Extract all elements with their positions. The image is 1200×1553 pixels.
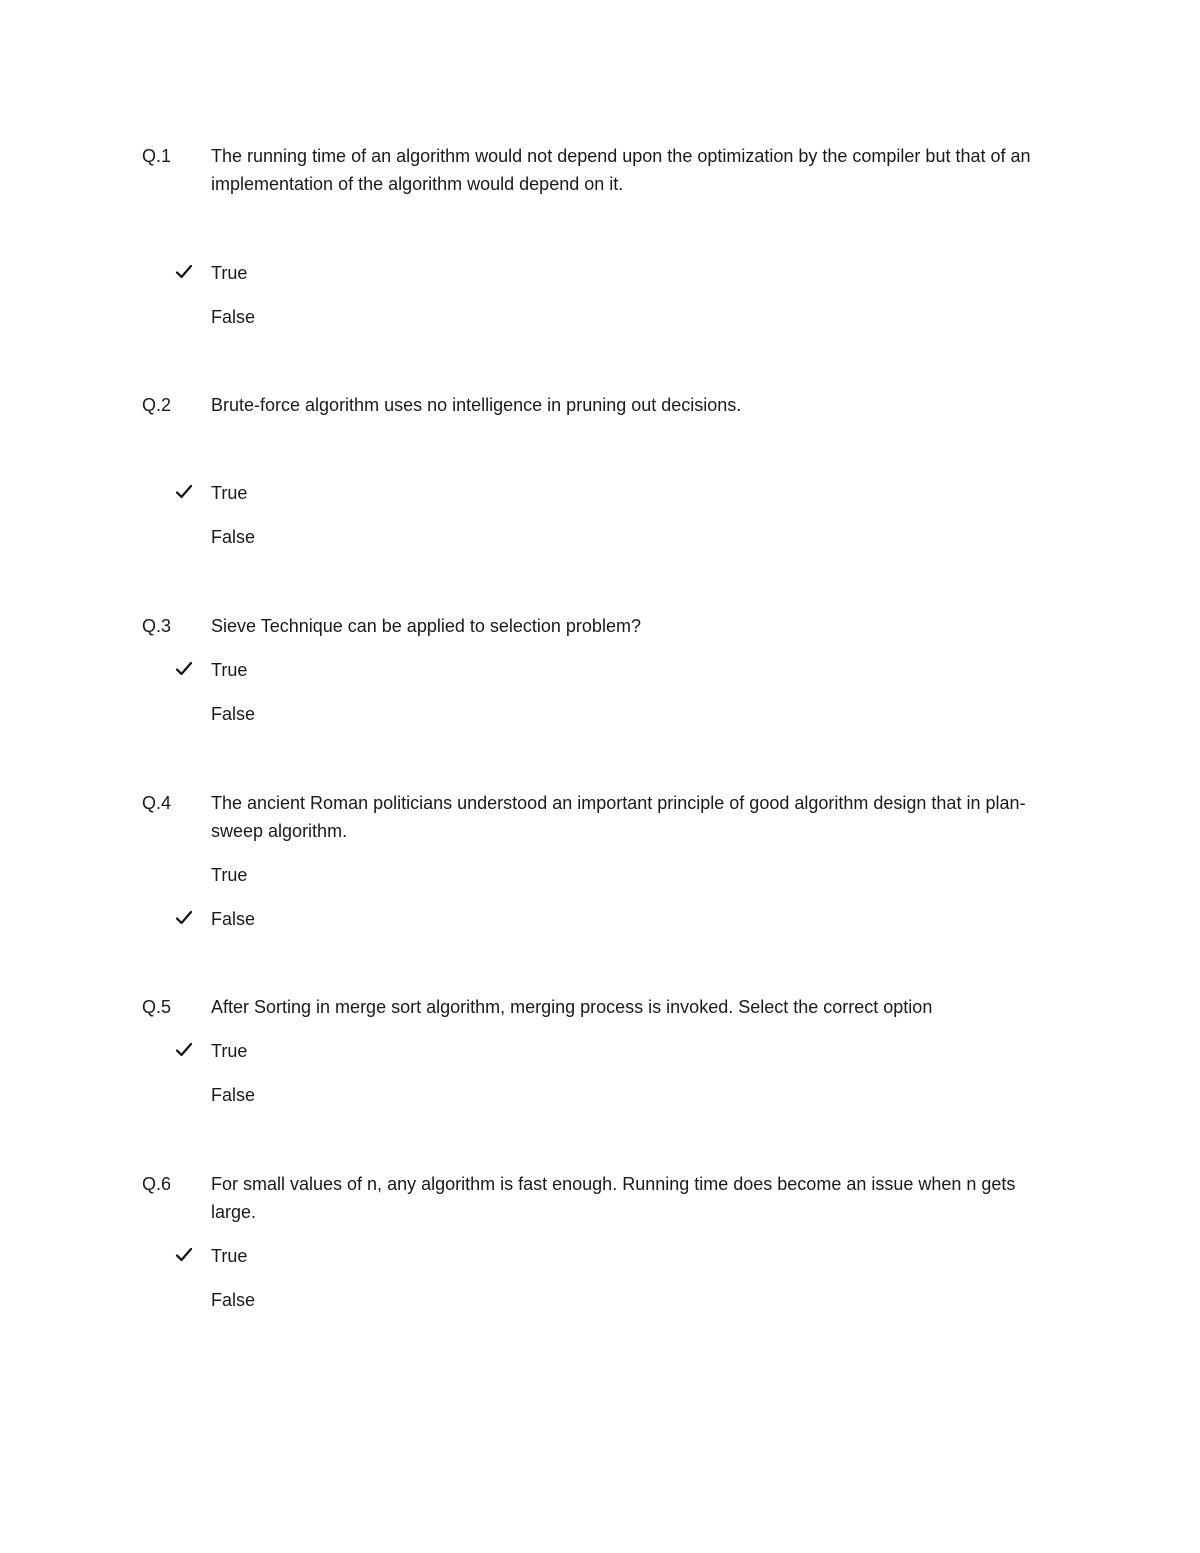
option-label: False: [211, 1085, 256, 1105]
question-text: Brute-force algorithm uses no intelligence in pruning out decisions.: [211, 395, 742, 415]
question-number: Q.4: [142, 793, 172, 813]
option-label: True: [211, 1041, 248, 1061]
option-label: False: [211, 909, 256, 929]
option-label: True: [211, 483, 248, 503]
question-number: Q.6: [142, 1174, 172, 1194]
option-true[interactable]: [0, 1242, 1200, 1270]
checkmark-icon: [175, 909, 193, 927]
option-label: True: [211, 865, 248, 885]
option-true[interactable]: [0, 479, 1200, 507]
question-number: Q.3: [142, 616, 172, 636]
question-number: Q.5: [142, 997, 172, 1017]
option-false[interactable]: [0, 1286, 1200, 1314]
option-false[interactable]: [0, 905, 1200, 933]
question-text: After Sorting in merge sort algorithm, merging process is invoked. Select the correct option: [211, 997, 933, 1017]
question-number: Q.2: [142, 395, 172, 415]
checkmark-icon: [175, 263, 193, 281]
checkmark-icon: [175, 1246, 193, 1264]
option-false[interactable]: [0, 1081, 1200, 1109]
checkmark-icon: [175, 483, 193, 501]
option-true[interactable]: [0, 259, 1200, 287]
option-label: False: [211, 307, 256, 327]
question-text: Sieve Technique can be applied to selection problem?: [211, 616, 641, 636]
option-label: False: [211, 527, 256, 547]
option-label: True: [211, 1246, 248, 1266]
question-text: For small values of n, any algorithm is fast enough. Running time does become an issue when n gets large.: [211, 1174, 1016, 1222]
option-label: True: [211, 263, 248, 283]
option-label: True: [211, 660, 248, 680]
question-number: Q.1: [142, 146, 172, 166]
option-label: False: [211, 1290, 256, 1310]
question-text: The running time of an algorithm would not depend upon the optimization by the compiler but that of an implementation of the algorithm would depend on it.: [211, 146, 1031, 194]
checkmark-icon: [175, 660, 193, 678]
checkmark-icon: [175, 1041, 193, 1059]
question-text: The ancient Roman politicians understood an important principle of good algorithm design that in plan-sweep algorithm.: [211, 793, 1026, 841]
option-label: False: [211, 704, 256, 724]
option-true[interactable]: [0, 1037, 1200, 1065]
option-true[interactable]: [0, 656, 1200, 684]
option-false[interactable]: [0, 700, 1200, 728]
option-true[interactable]: [0, 861, 1200, 889]
option-false[interactable]: [0, 303, 1200, 331]
option-false[interactable]: [0, 523, 1200, 551]
